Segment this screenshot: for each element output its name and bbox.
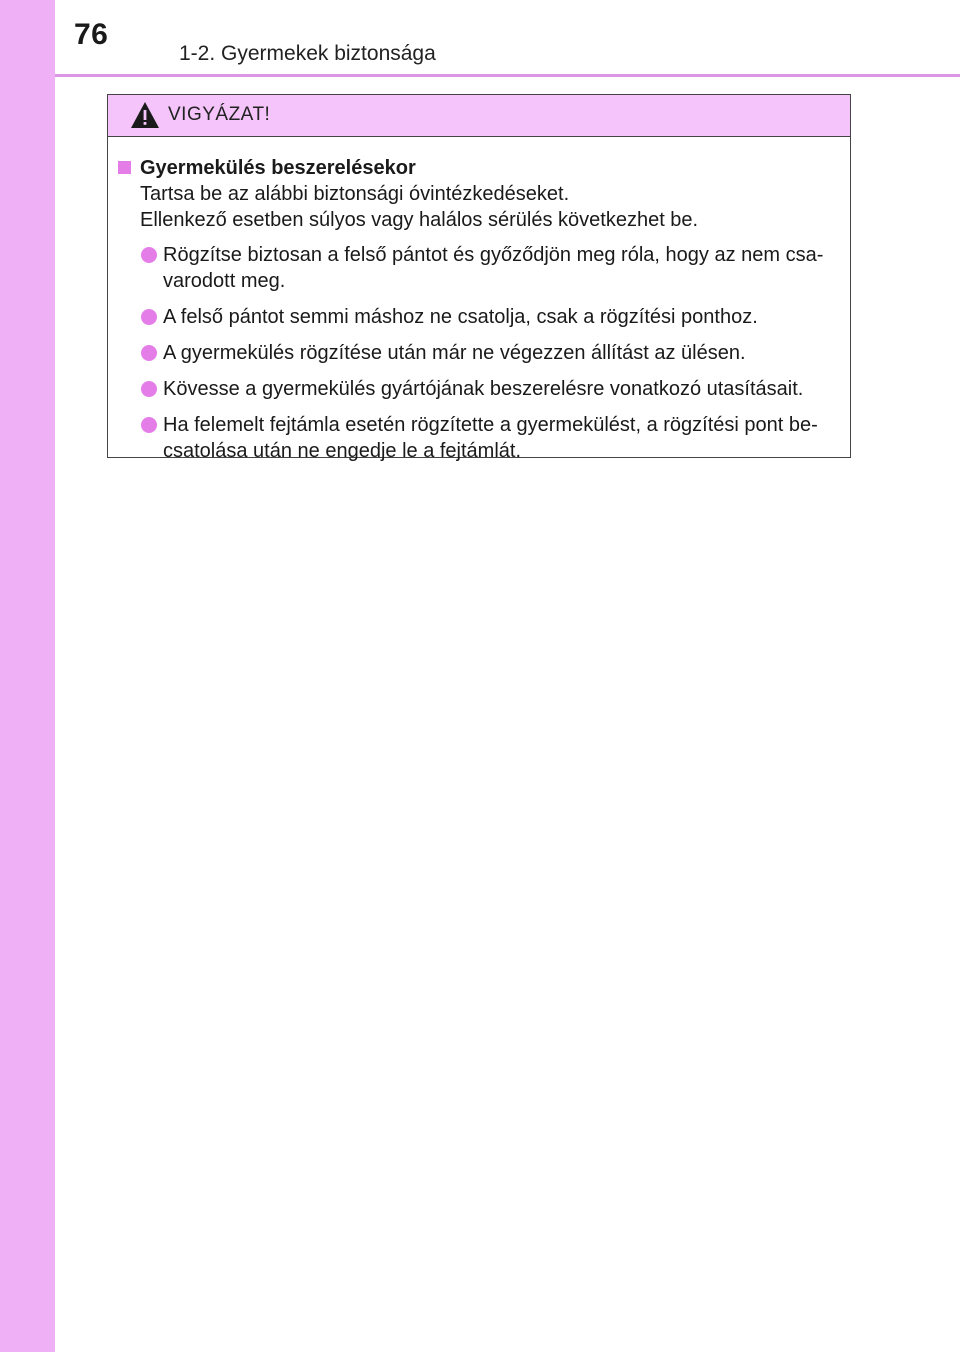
square-bullet-icon [118,161,131,174]
round-bullet-icon [141,381,157,397]
list-item [118,304,838,330]
side-color-band [0,0,55,1352]
round-bullet-icon [141,345,157,361]
list-item [118,340,838,366]
intro-line: Tartsa be az alábbi biztonsági óvintézkedéseket. [140,183,570,205]
warning-triangle-icon [130,101,160,129]
round-bullet-icon [141,247,157,263]
subheading [118,155,838,181]
section-title: 1-2. Gyermekek biztonsága [179,42,436,65]
header-rule [55,74,960,77]
list-item-line: Rögzítse biztosan a felső pántot és győződjön meg róla, hogy az nem csa- [163,244,824,266]
list-item-line: A gyermekülés rögzítése után már ne végezzen állítást az ülésen. [163,342,746,364]
list-item-line: varodott meg. [163,270,286,292]
caution-title: VIGYÁZAT! [168,104,271,125]
round-bullet-icon [141,417,157,433]
page-number: 76 [74,18,109,51]
list-item-line: A felső pántot semmi máshoz ne csatolja, csak a rögzítési ponthoz. [163,306,758,328]
list-item [118,376,838,402]
intro-line: Ellenkező esetben súlyos vagy halálos sérülés következhet be. [140,209,699,231]
precaution-list [118,242,838,464]
caution-box [107,94,851,462]
list-item-line: Ha felemelt fejtámla esetén rögzítette a gyermekülést, a rögzítési pont be- [163,414,818,436]
list-item-line: csatolása után ne engedje le a fejtámlát. [163,440,522,462]
list-item [118,412,838,464]
list-item [118,242,838,294]
caution-body [108,137,850,464]
caution-header [108,95,850,137]
intro-text [118,181,838,233]
list-item-line: Kövesse a gyermekülés gyártójának beszerelésre vonatkozó utasításait. [163,378,804,400]
round-bullet-icon [141,309,157,325]
subheading-text: Gyermekülés beszerelésekor [140,157,416,179]
